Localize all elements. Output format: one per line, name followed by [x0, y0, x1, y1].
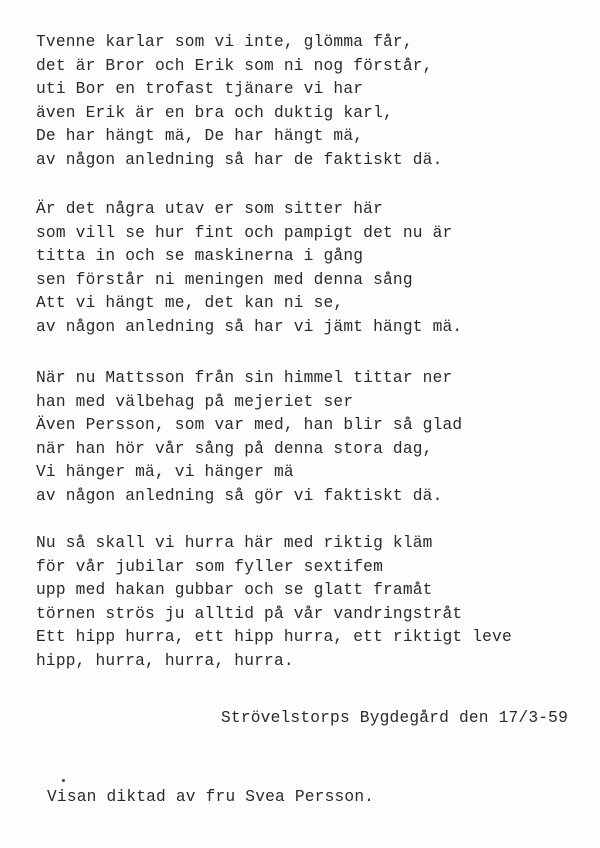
stanza-4 [36, 532, 576, 673]
verse-line: Är det några utav er som sitter här [36, 200, 383, 218]
verse-line: av någon anledning så har de faktiskt dä. [36, 150, 443, 169]
verse-line: uti Bor en trofast tjänare vi har [36, 80, 364, 98]
verse-line: Ett hipp hurra, ett hipp hurra, ett riktigt leve [36, 628, 512, 646]
verse-line: när han hör vår sång på denna stora dag, [36, 439, 433, 458]
ink-dot [62, 779, 65, 782]
verse-line: Tvenne karlar som vi inte, glömma får, [36, 33, 413, 51]
verse-line: av någon anledning så gör vi faktiskt dä. [36, 486, 443, 505]
verse-line: av någon anledning så har vi jämt hängt mä. [36, 317, 463, 336]
verse-line: sen förstår ni meningen med denna sång [36, 270, 413, 289]
verse-line: törnen strös ju alltid på vår vandringstråt [36, 604, 463, 623]
verse-line: upp med hakan gubbar och se glatt framåt [36, 581, 433, 599]
verse-line: titta in och se maskinerna i gång [36, 247, 364, 265]
verse-line: hipp, hurra, hurra, hurra. [36, 651, 294, 670]
verse-line: Att vi hängt me, det kan ni se, [36, 294, 344, 312]
verse-line: När nu Mattsson från sin himmel tittar ner [36, 369, 453, 387]
verse-line: för vår jubilar som fyller sextifem [36, 557, 383, 576]
verse-line: han med välbehag på mejeriet ser [36, 392, 354, 411]
stanza-2 [36, 198, 576, 339]
verse-line: De har hängt mä, De har hängt mä, [36, 127, 364, 145]
verse-line: som vill se hur fint och pampigt det nu är [36, 223, 453, 242]
verse-line: det är Bror och Erik som ni nog förstår, [36, 56, 433, 75]
verse-line: Nu så skall vi hurra här med riktig kläm [36, 534, 433, 552]
stanza-1 [36, 31, 576, 172]
stanza-3 [36, 367, 576, 508]
verse-line: Vi hänger mä, vi hänger mä [36, 463, 294, 481]
verse-line: Även Persson, som var med, han blir så glad [36, 416, 463, 434]
verse-line: även Erik är en bra och duktig karl, [36, 103, 393, 122]
place-date-line: Strövelstorps Bygdegård den 17/3-59 [221, 709, 568, 727]
author-line: Visan diktad av fru Svea Persson. [47, 788, 375, 806]
